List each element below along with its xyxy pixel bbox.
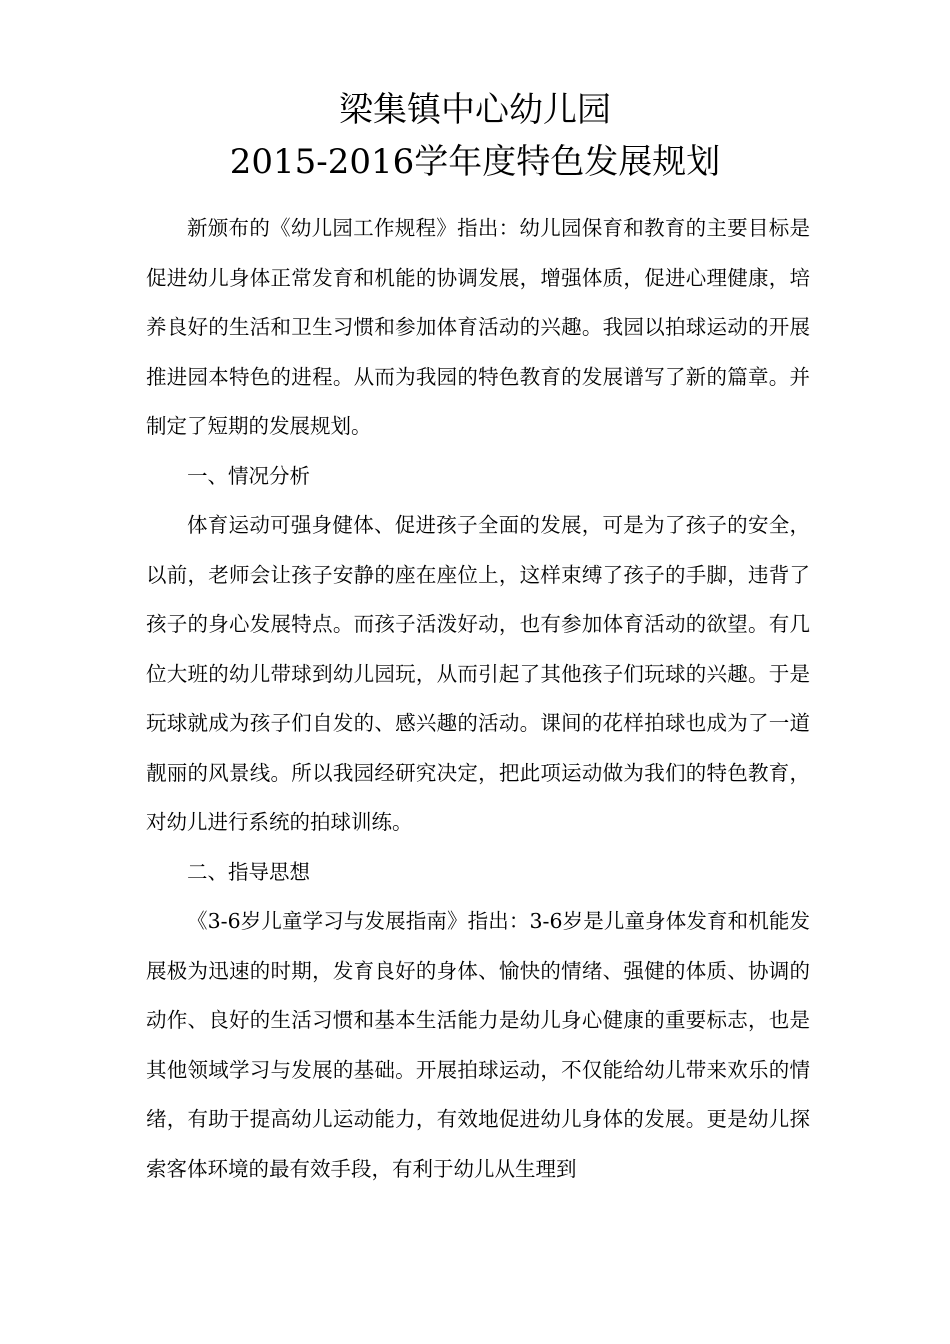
document-body xyxy=(146,204,810,1194)
document-title: 梁集镇中心幼儿园 xyxy=(339,90,611,130)
document-subtitle: 2015-2016学年度特色发展规划 xyxy=(229,142,721,182)
section-heading-situation-analysis: 一、情况分析 xyxy=(187,463,310,488)
guiding-ideology-paragraph: 《3-6岁儿童学习与发展指南》指出：3-6岁是儿童身体发育和机能发展极为迅速的时期，发育良好的身体、愉快的情绪、强健的体质、协调的动作、良好的生活习惯和基本生活能力是幼儿身心健康的重要标志，也是其他领域学习与发展的基础。开展拍球运动，不仅能给幼儿带来欢乐的情绪，有助于提高幼儿运动能力，有效地促进幼儿身体的发展。更是幼儿探索客体环境的最有效手段，有利于幼儿从生理到 xyxy=(146,909,810,1181)
situation-analysis-paragraph: 体育运动可强身健体、促进孩子全面的发展，可是为了孩子的安全，以前，老师会让孩子安静的座在座位上，这样束缚了孩子的手脚，违背了孩子的身心发展特点。而孩子活泼好动，也有参加体育活动的欲望。有几位大班的幼儿带球到幼儿园玩，从而引起了其他孩子们玩球的兴趣。于是玩球就成为孩子们自发的、感兴趣的活动。课间的花样拍球也成为了一道靓丽的风景线。所以我园经研究决定，把此项运动做为我们的特色教育，对幼儿进行系统的拍球训练。 xyxy=(146,513,810,834)
intro-paragraph: 新颁布的《幼儿园工作规程》指出：幼儿园保育和教育的主要目标是促进幼儿身体正常发育和机能的协调发展，增强体质，促进心理健康，培养良好的生活和卫生习惯和参加体育活动的兴趣。我园以拍球运动的开展推进园本特色的进程。从而为我园的特色教育的发展谱写了新的篇章。并制定了短期的发展规划。 xyxy=(146,216,810,438)
section-heading-guiding-ideology: 二、指导思想 xyxy=(187,859,310,884)
